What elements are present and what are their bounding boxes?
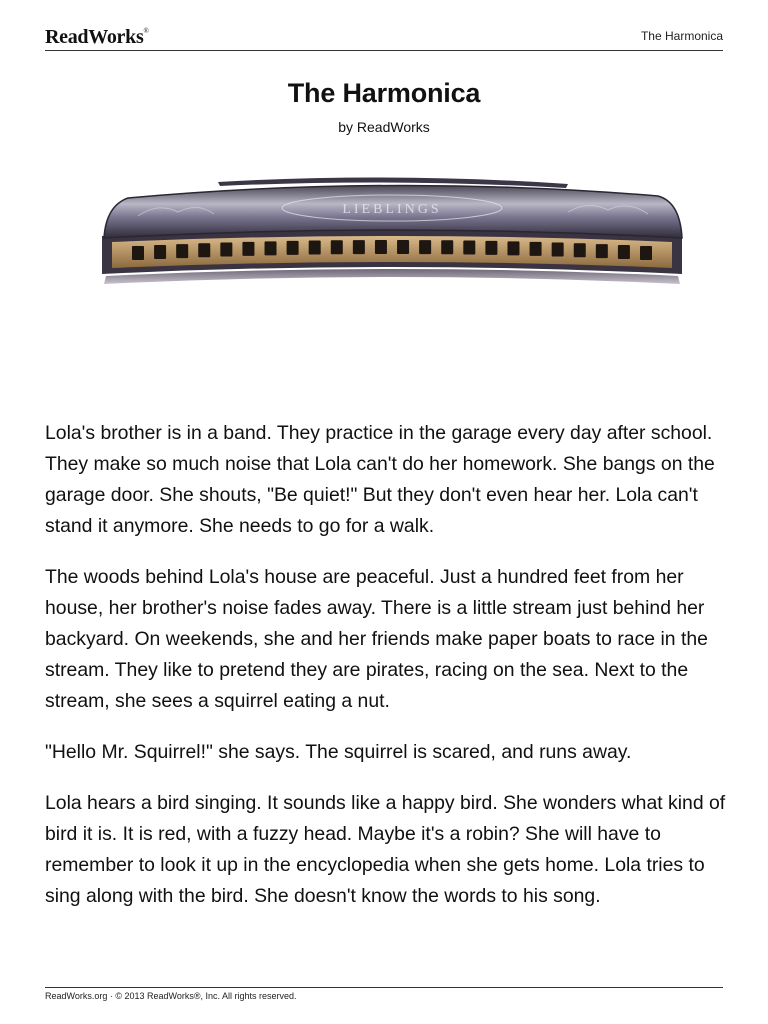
harmonica-hole: [353, 240, 365, 254]
harmonica-hole: [397, 240, 409, 254]
logo-text: ReadWorks: [45, 26, 144, 48]
harmonica-hole: [309, 241, 321, 255]
harmonica-hole: [596, 244, 608, 258]
harmonica-hole: [287, 241, 299, 255]
paragraph: Lola's brother is in a band. They practice in the garage every day after school. They make so much noise that Lola can't do her homework. She bangs on the garage door. She shouts, "Be quiet!" But they don't even hear her. Lola can't stand it anymore. She needs to go for a walk.: [45, 422, 715, 537]
harmonica-hole: [640, 246, 652, 260]
harmonica-hole: [507, 241, 519, 255]
harmonica-hole: [132, 246, 144, 260]
harmonica-hole: [176, 244, 188, 258]
paragraph: The woods behind Lola's house are peaceful. Just a hundred feet from her house, her brother's noise fades away. There is a little stream just behind her backyard. On weekends, she and her friends make paper boats to race in the stream. They like to pretend they are pirates, racing on the sea. Next to the stream, she sees a squirrel eating a nut.: [45, 566, 708, 712]
article-byline: by ReadWorks: [338, 119, 430, 135]
harmonica-hole: [552, 243, 564, 257]
readworks-logo: [45, 26, 148, 49]
harmonica-hole: [242, 242, 254, 256]
harmonica-hole: [441, 240, 453, 254]
harmonica-hole: [220, 243, 232, 257]
paragraph: "Hello Mr. Squirrel!" she says. The squirrel is scared, and runs away.: [45, 741, 632, 763]
harmonica-hole: [154, 245, 166, 259]
registered-mark: ®: [143, 27, 149, 35]
article-body: [45, 418, 735, 932]
harmonica-hole: [331, 240, 343, 254]
harmonica-hole: [265, 241, 277, 255]
running-title: The Harmonica: [640, 29, 723, 43]
harmonica-image: [98, 176, 686, 288]
harmonica-hole: [485, 241, 497, 255]
harmonica-hole: [574, 243, 586, 257]
page-footer: ReadWorks.org · © 2013 ReadWorks®, Inc. All rights reserved.: [45, 987, 723, 1001]
harmonica-hole: [198, 243, 210, 257]
harmonica-hole: [375, 240, 387, 254]
harmonica-hole: [419, 240, 431, 254]
harmonica-hole: [530, 242, 542, 256]
article-title: The Harmonica: [287, 78, 481, 108]
page-header: [45, 24, 723, 51]
harmonica-hole: [618, 245, 630, 259]
harmonica-engraving: LIEBLINGS: [342, 202, 442, 217]
paragraph: Lola hears a bird singing. It sounds like a happy bird. She wonders what kind of bird it is. It is red, with a fuzzy head. Maybe it's a robin? She will have to remember to look it up in the encyclopedia when she gets home. Lola tries to sing along with the bird. She doesn't know the words to his song.: [45, 792, 726, 907]
harmonica-hole: [463, 241, 475, 255]
